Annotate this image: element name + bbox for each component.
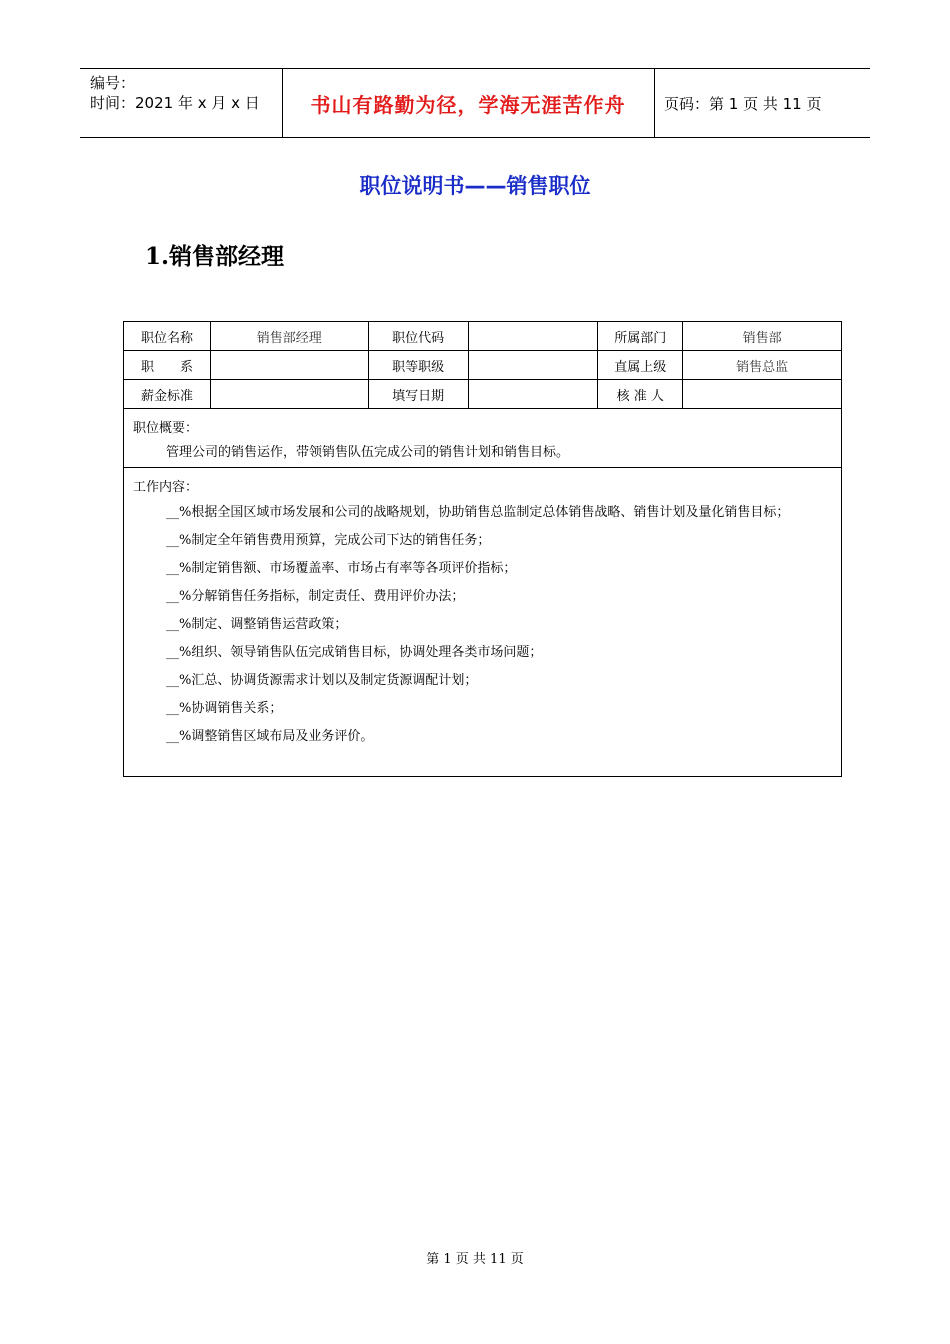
cell-label: 薪金标准 (124, 380, 211, 409)
cell-value: 销售总监 (683, 351, 842, 380)
cell-label: 核 准 人 (598, 380, 683, 409)
page-footer: 第 1 页 共 11 页 (426, 1252, 524, 1267)
overview-cell (124, 409, 842, 468)
cell-value (210, 351, 368, 380)
header-page-cell (655, 69, 870, 137)
list-item: __%制定、调整销售运营政策； (166, 617, 348, 632)
list-item: __%制定销售额、市场覆盖率、市场占有率等各项评价指标； (166, 561, 517, 576)
list-item: __%分解销售任务指标，制定责任、费用评价办法； (166, 589, 465, 604)
overview-text: 管理公司的销售运作，带领销售队伍完成公司的销售计划和销售目标。 (166, 445, 570, 460)
cell-value (468, 351, 598, 380)
cell-value: 销售部 (683, 322, 842, 351)
overview-label: 职位概要： (133, 421, 199, 436)
cell-label: 职 系 (124, 351, 211, 380)
cell-value (683, 380, 842, 409)
list-item: __%调整销售区域布局及业务评价。 (166, 729, 374, 744)
duties-cell (124, 468, 842, 777)
cell-value (468, 380, 598, 409)
duties-row (124, 468, 842, 777)
list-item: __%协调销售关系； (166, 701, 283, 716)
section-title: 1.销售部经理 (145, 243, 285, 270)
table-row (124, 380, 842, 409)
cell-value (468, 322, 598, 351)
job-info-table (123, 321, 842, 777)
page-label: 页码：第 1 页 共 11 页 (664, 94, 822, 113)
doc-title: 职位说明书——销售职位 (359, 174, 591, 198)
list-item: __%制定全年销售费用预算，完成公司下达的销售任务； (166, 533, 491, 548)
number-label: 编号： (90, 74, 136, 92)
cell-label: 职等职级 (368, 351, 468, 380)
header-motto-cell (282, 69, 655, 137)
page-header (80, 68, 870, 138)
cell-value (210, 380, 368, 409)
motto: 书山有路勤为径，学海无涯苦作舟 (310, 92, 626, 117)
list-item: __%汇总、协调货源需求计划以及制定货源调配计划； (166, 673, 478, 688)
cell-value: 销售部经理 (210, 322, 368, 351)
cell-label: 填写日期 (368, 380, 468, 409)
cell-label: 所属部门 (598, 322, 683, 351)
list-item: __%根据全国区域市场发展和公司的战略规划，协助销售总监制定总体销售战略、销售计划及量化销售目标； (166, 505, 790, 520)
table-row (124, 322, 842, 351)
overview-row (124, 409, 842, 468)
cell-label: 直属上级 (598, 351, 683, 380)
table-row (124, 351, 842, 380)
header-meta (80, 69, 283, 137)
time-label: 时间：2021 年 x 月 x 日 (90, 94, 260, 112)
cell-label: 职位名称 (124, 322, 211, 351)
cell-label: 职位代码 (368, 322, 468, 351)
duties-label: 工作内容： (133, 480, 199, 495)
list-item: __%组织、领导销售队伍完成销售目标，协调处理各类市场问题； (166, 645, 543, 660)
